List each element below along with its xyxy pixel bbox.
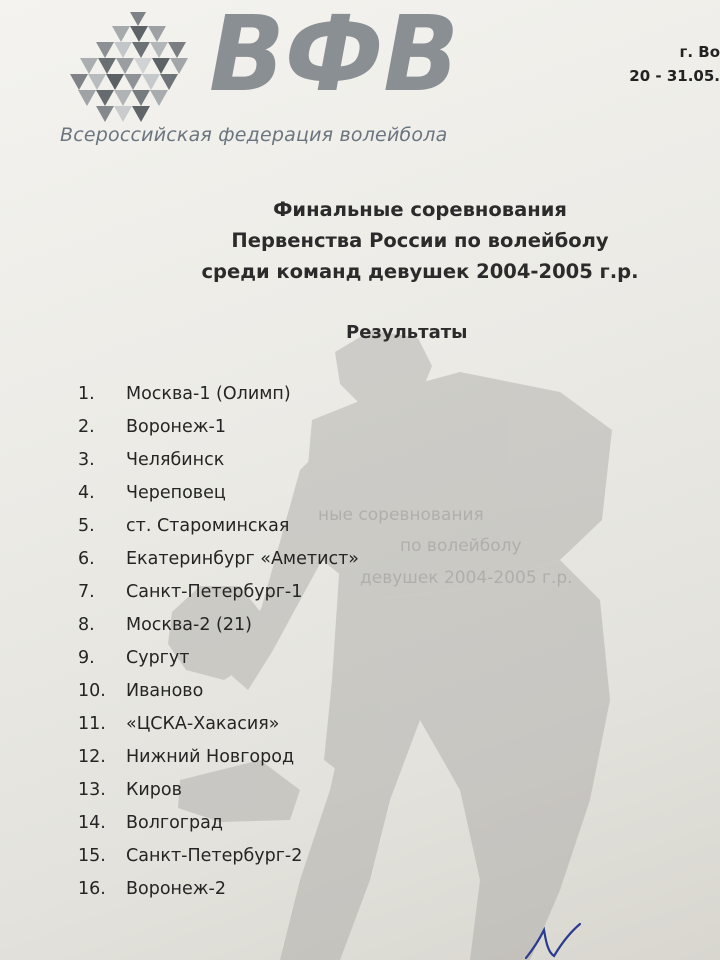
team-name: ст. Староминская: [126, 516, 290, 536]
place-number: 11.: [78, 714, 106, 734]
federation-name: Всероссийская федерация волейбола: [60, 124, 448, 146]
title-line-2: Первенства России по волейболу: [231, 229, 609, 252]
team-name: Москва-1 (Олимп): [126, 384, 291, 404]
place-number: 10.: [78, 681, 106, 701]
team-name: Екатеринбург «Аметист»: [126, 549, 359, 569]
team-name: Иваново: [126, 681, 204, 701]
team-name: Челябинск: [126, 450, 225, 470]
place-number: 13.: [78, 780, 106, 800]
place-number: 3.: [78, 450, 95, 470]
team-name: Воронеж-2: [126, 879, 226, 899]
place-number: 8.: [78, 615, 95, 635]
bleed-through-text: девушек 2004-2005 г.р.: [360, 568, 573, 588]
team-name: Киров: [126, 780, 182, 800]
place-number: 16.: [78, 879, 106, 899]
place-number: 12.: [78, 747, 106, 767]
place-number: 7.: [78, 582, 95, 602]
team-name: Волгоград: [126, 813, 223, 833]
results-heading: Результаты: [346, 322, 468, 343]
signature-icon: [520, 920, 600, 960]
bleed-through-text: по волейболу: [400, 536, 522, 556]
team-name: Санкт-Петербург-2: [126, 846, 303, 866]
team-name: Воронеж-1: [126, 417, 226, 437]
team-name: «ЦСКА-Хакасия»: [126, 714, 280, 734]
place-number: 4.: [78, 483, 95, 503]
team-name: Череповец: [126, 483, 226, 503]
triangle-mosaic-logo-icon: [60, 8, 200, 128]
place-number: 1.: [78, 384, 95, 404]
place-number: 6.: [78, 549, 95, 569]
event-city: г. Во: [679, 43, 720, 61]
place-number: 9.: [78, 648, 95, 668]
document-title: [180, 194, 660, 287]
event-meta: [629, 40, 720, 88]
place-number: 5.: [78, 516, 95, 536]
team-name: Сургут: [126, 648, 190, 668]
place-number: 2.: [78, 417, 95, 437]
bleed-through-text: ные соревнования: [318, 505, 484, 525]
place-number: 14.: [78, 813, 106, 833]
place-number: 15.: [78, 846, 106, 866]
logo-text-value: ВФВ: [209, 4, 459, 104]
event-dates: 20 - 31.05.: [629, 67, 720, 85]
title-line-1: Финальные соревнования: [273, 198, 567, 221]
team-name: Москва-2 (21): [126, 615, 252, 635]
team-name: Санкт-Петербург-1: [126, 582, 303, 602]
team-name: Нижний Новгород: [126, 747, 295, 767]
vfv-logo-text: [205, 4, 465, 104]
title-line-3: среди команд девушек 2004-2005 г.р.: [201, 260, 639, 283]
